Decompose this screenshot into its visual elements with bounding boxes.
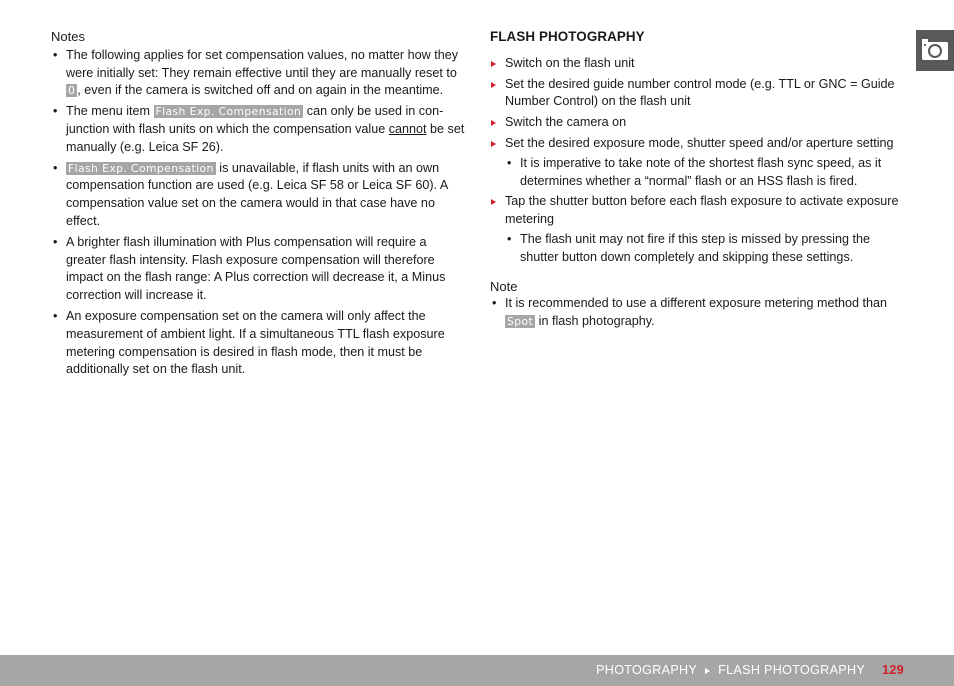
list-item: • A brighter flash illumination with Plus compensation will require a greater flash intensity. Flash exposure compensation will therefore impact on the flash range: A Plus correction will decrease it, a Minus correction will increase it. bbox=[51, 234, 467, 305]
breadcrumb-arrow-icon bbox=[705, 668, 710, 674]
underlined-text: cannot bbox=[388, 121, 427, 136]
sub-item: • It is imperative to take note of the shortest flash sync speed, as it determines whether a “normal” flash or an HSS flash is fired. bbox=[505, 155, 910, 191]
list-item: • It is recommended to use a different exposure metering method than Spot in flash photography. bbox=[490, 295, 910, 331]
page-number: 129 bbox=[882, 663, 904, 677]
list-item: • The menu item Flash Exp. Compensation can only be used in conjunction with flash units on which the compensation value cannot be set manually (e.g. Leica SF 26). bbox=[51, 103, 467, 156]
notes-column bbox=[51, 28, 467, 382]
menu-value: 0 bbox=[68, 84, 76, 98]
step-item: Tap the shutter button before each flash exposure to activate exposure metering • The flash unit may not fire if this step is missed by pressing the shutter button down completely and skipping these settings. bbox=[490, 193, 910, 266]
step-item: Set the desired guide number control mode (e.g. TTL or GNC = Guide Number Control) on the flash unit bbox=[490, 76, 910, 112]
notes-list bbox=[51, 47, 467, 379]
arrow-icon bbox=[491, 61, 496, 67]
breadcrumb bbox=[596, 662, 904, 680]
step-item: Switch on the flash unit bbox=[490, 55, 910, 73]
sub-list bbox=[505, 155, 910, 191]
footer-bar bbox=[0, 655, 954, 686]
notes-heading: Notes bbox=[51, 29, 85, 44]
menu-item-name: Flash Exp. Compensation bbox=[68, 161, 214, 175]
breadcrumb-chapter: PHOTOGRAPHY bbox=[596, 663, 698, 677]
list-item: • The following applies for set compensation values, no matter how they were initially set: They remain effective until they are manually reset to 0 , even if the camera is switched off and on again in the meantime. bbox=[51, 47, 467, 100]
chapter-tab bbox=[916, 30, 954, 71]
note-heading: Note bbox=[490, 278, 518, 294]
camera-icon bbox=[916, 30, 954, 71]
sub-item: • The flash unit may not fire if this step is missed by pressing the shutter button down completely and skipping these settings. bbox=[505, 231, 910, 267]
flash-photography-column bbox=[490, 28, 910, 334]
arrow-icon bbox=[491, 82, 496, 88]
arrow-icon bbox=[491, 141, 496, 147]
note-list bbox=[490, 295, 910, 331]
list-item: • Flash Exp. Compensation is unavailable, if flash units with an own compensation function are used (e.g. Leica SF 58 or Leica SF 60). A compensation value set on the camera would in that case have no effect. bbox=[51, 160, 467, 231]
step-item: Set the desired exposure mode, shutter speed and/or aperture setting • It is imperative to take note of the shortest flash sync speed, as it determines whether a “normal” flash or an HSS flash is fired. bbox=[490, 135, 910, 190]
section-heading: FLASH PHOTOGRAPHY bbox=[490, 29, 645, 44]
sub-list bbox=[505, 231, 910, 267]
menu-value: Spot bbox=[507, 315, 534, 329]
arrow-icon bbox=[491, 120, 496, 126]
arrow-icon bbox=[491, 199, 496, 205]
menu-item-name: Flash Exp. Compensation bbox=[155, 105, 302, 119]
breadcrumb-section: FLASH PHOTOGRAPHY bbox=[718, 663, 866, 677]
steps-list bbox=[490, 55, 910, 267]
step-item: Switch the camera on bbox=[490, 114, 910, 132]
list-item: • An exposure compensation set on the camera will only affect the measurement of ambient light. If a simultaneous TTL flash exposure metering compensation is desired in flash mode, then it must be additionally set on the flash unit. bbox=[51, 308, 467, 379]
